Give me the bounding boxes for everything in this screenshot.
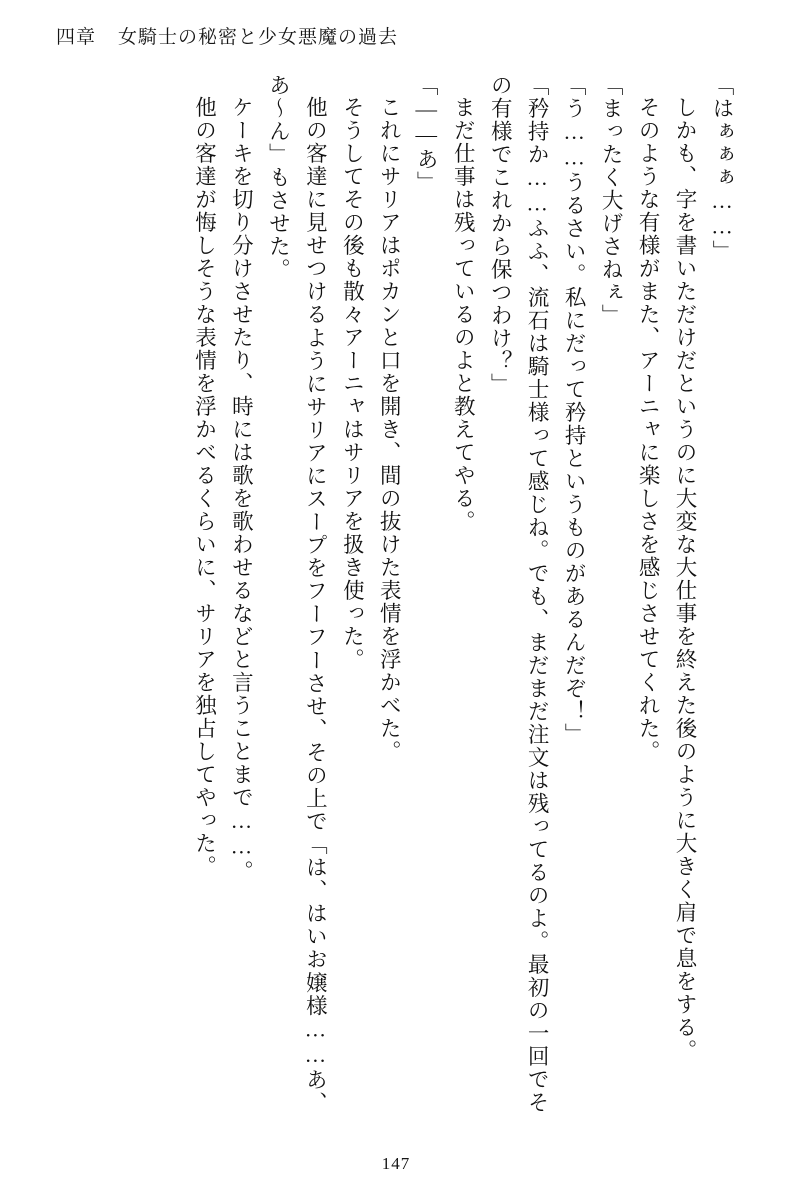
body-text (80, 74, 740, 1114)
running-header (56, 22, 398, 49)
chapter-number: 四章 (56, 27, 97, 48)
paragraph: 「う……うるさい。私にだって矜持というものがあるんだぞ！」 (562, 74, 587, 746)
chapter-title: 女騎士の秘密と少女悪魔の過去 (118, 27, 399, 48)
paragraph: 他の客達に見せつけるようにサリアにスープをフーフーさせ、その上で「は、はいお嬢様……あ、あ～ん」もさせた。 (266, 74, 328, 1114)
paragraph: 「矜持か……ふふ、流石は騎士様って感じね。でも、まだまだ注文は残ってるのよ。最初の一回でその有様でこれから保つわけ？」 (488, 74, 550, 1114)
paragraph: そのような有様がまた、アーニャに楽しさを感じさせてくれた。 (636, 95, 661, 763)
paragraph: ケーキを切り分けさせたり、時には歌を歌わせるなどと言うことまで……。 (229, 95, 254, 883)
paragraph: そうしてその後も散々アーニャはサリアを扱き使った。 (340, 95, 365, 671)
paragraph: 「まったく大げさねぇ」 (599, 74, 624, 327)
paragraph: 他の客達が悔しそうな表情を浮かべるくらいに、サリアを独占してやった。 (192, 95, 217, 878)
page-number: 147 (381, 1154, 411, 1173)
paragraph: まだ仕事は残っているのよと教えてやる。 (451, 95, 476, 533)
paragraph: しかも、字を書いただけだというのに大変な大仕事を終えた後のように大きく肩で息をする。 (673, 95, 698, 1062)
paragraph: 「――あ」 (414, 74, 439, 194)
paragraph: これにサリアはポカンと口を開き、間の抜けた表情を浮かべた。 (377, 95, 402, 763)
header-divider (40, 58, 752, 59)
paragraph: 「はぁぁぁ……」 (710, 74, 734, 263)
